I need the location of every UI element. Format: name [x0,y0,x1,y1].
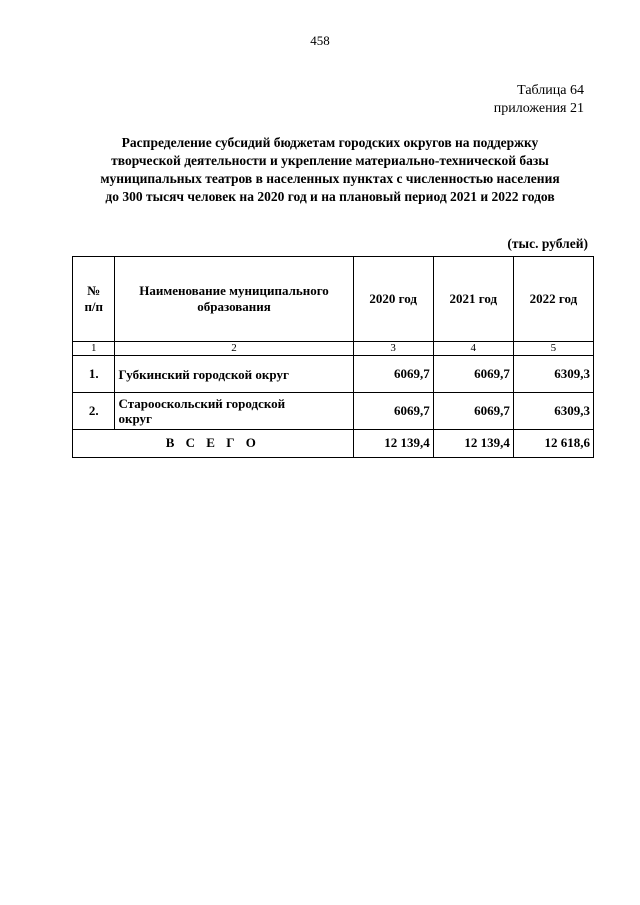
column-index: 2 [115,342,353,356]
total-2020: 12 139,4 [353,429,433,457]
page-number: 458 [310,33,330,48]
table-row [73,356,594,393]
municipality-name-line1: Старооскольский городской [118,395,286,411]
value-2022: 6309,3 [513,356,593,393]
subsidy-table [72,256,594,458]
column-index: 5 [513,342,593,356]
total-2021: 12 139,4 [433,429,513,457]
row-number: 2. [73,393,115,430]
column-index: 4 [433,342,513,356]
municipality-name-line2: округ [118,410,152,426]
title-line4: до 300 тысяч человек на 2020 год и на плановый период 2021 и 2022 годов [105,189,555,204]
header-2021: 2021 год [433,257,513,342]
municipality-name-line1: Губкинский городской округ [118,366,289,382]
value-2020: 6069,7 [353,393,433,430]
value-2021: 6069,7 [433,356,513,393]
column-index: 3 [353,342,433,356]
header-name [115,257,353,342]
column-index: 1 [73,342,115,356]
total-label: В С Е Г О [73,429,354,457]
row-number: 1. [73,356,115,393]
table-ref-line2: приложения 21 [493,101,584,116]
header-name-line2: образования [197,299,271,315]
header-name-line1: Наименование муниципального [139,283,329,299]
total-row [73,429,594,457]
header-2020: 2020 год [353,257,433,342]
municipality-name [115,393,353,430]
title-line1: Распределение субсидий бюджетам городских округов на поддержку [121,135,539,150]
units-label: (тыс. рублей) [507,236,588,251]
title-line3: муниципальных театров в населенных пунктах с численностью населения [100,171,560,186]
header-number [73,257,115,342]
municipality-name [115,356,353,393]
header-row [73,257,594,342]
table-reference [494,82,584,118]
header-number-line2: п/п [84,299,104,315]
value-2022: 6309,3 [513,393,593,430]
document-title [60,134,600,206]
header-number-line1: № [87,283,101,299]
column-index-row [73,342,594,356]
value-2021: 6069,7 [433,393,513,430]
table-ref-line1: Таблица 64 [517,83,584,98]
title-line2: творческой деятельности и укрепление материально-технической базы [111,153,549,168]
header-2022: 2022 год [513,257,593,342]
table-row [73,393,594,430]
value-2020: 6069,7 [353,356,433,393]
total-2022: 12 618,6 [513,429,593,457]
